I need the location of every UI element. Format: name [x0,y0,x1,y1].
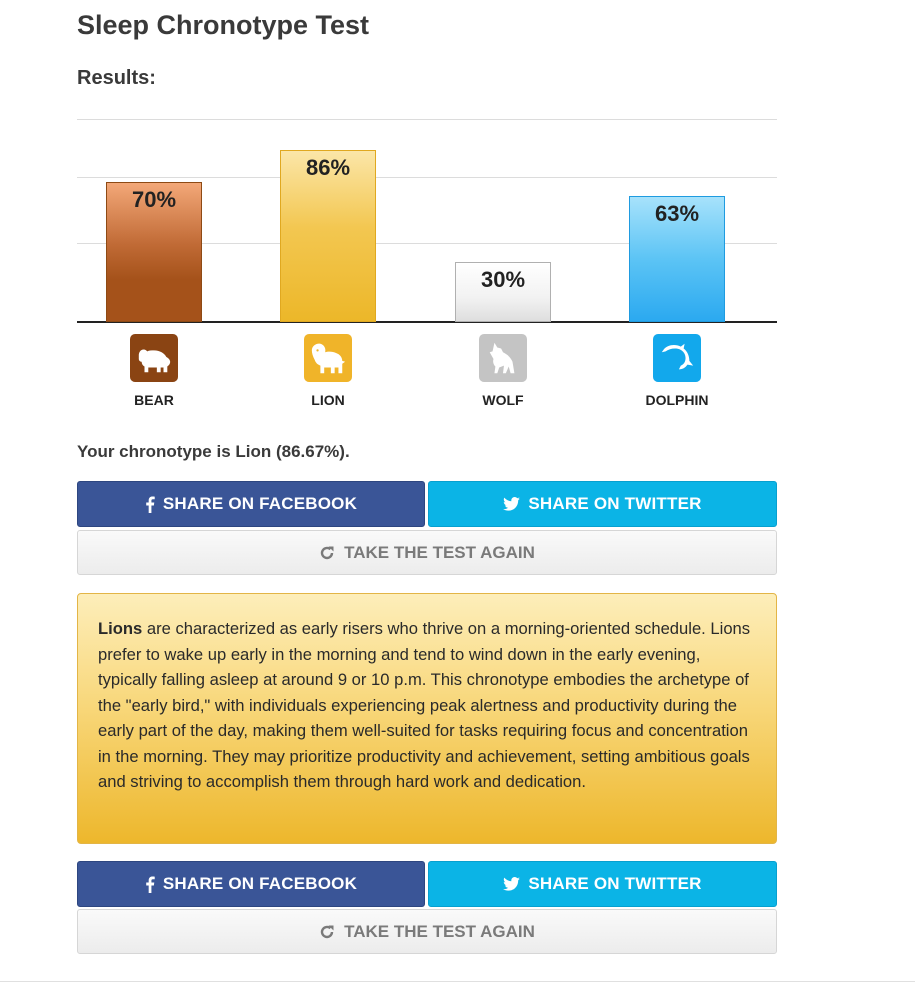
results-bar-chart [77,119,777,324]
take-test-again-button[interactable] [77,530,777,575]
share-twitter-label: SHARE ON TWITTER [528,874,702,893]
bar-value-label: 30% [480,267,526,292]
animal-lion [268,334,388,408]
results-label: Results: [77,67,156,89]
share-facebook-button[interactable] [77,481,425,527]
gridline [77,119,777,120]
page-title: Sleep Chronotype Test [77,10,370,40]
share-twitter-label: SHARE ON TWITTER [528,494,702,513]
share-buttons-bottom [77,861,777,907]
wolf-icon [484,341,522,375]
share-twitter-button[interactable] [428,481,777,527]
bear-tile [130,334,178,382]
take-test-again-label: TAKE THE TEST AGAIN [344,542,535,562]
wolf-tile [479,334,527,382]
dolphin-icon [658,341,696,375]
bar-bear [106,182,202,322]
bar-value-label: 70% [131,187,177,212]
description-lead: Lions [98,619,143,638]
animal-wolf [443,334,563,408]
bar-lion [280,150,376,322]
gridline [77,177,777,178]
twitter-icon [503,497,520,511]
chronotype-description [77,593,777,844]
chronotype-summary: Your chronotype is Lion (86.67%). [77,442,350,461]
animal-bear [94,334,214,408]
bar-value-label: 86% [305,155,351,180]
take-test-again-label: TAKE THE TEST AGAIN [344,921,535,941]
dolphin-tile [653,334,701,382]
refresh-icon [319,545,335,561]
take-test-again-button[interactable] [77,909,777,954]
bear-icon [135,341,173,375]
lion-icon [309,341,347,375]
animal-name: BEAR [134,392,174,408]
bar-value-label: 63% [654,201,700,226]
share-facebook-label: SHARE ON FACEBOOK [162,874,358,893]
share-buttons-top [77,481,777,527]
facebook-icon [145,876,155,893]
share-facebook-label: SHARE ON FACEBOOK [162,494,358,513]
bar-dolphin [629,196,725,322]
animal-name: WOLF [482,392,524,408]
description-body: are characterized as early risers who thrive on a morning-oriented schedule. Lions prefer to wake up early in the morning and tend to wind down in the early evening, typically falling asleep at around 9 or 10 p.m. This chronotype embodies the archetype of the "early bird," with individuals experiencing peak alertness and productivity during the early part of the day, making them well-suited for tasks requiring focus and concentration in the morning. They may prioritize productivity and achievement, setting ambitious goals and striving to accomplish them through hard work and dedication. [98,619,751,791]
footer-divider [0,981,915,982]
refresh-icon [319,924,335,940]
facebook-icon [145,496,155,513]
animal-name: DOLPHIN [645,392,709,408]
lion-tile [304,334,352,382]
share-facebook-button[interactable] [77,861,425,907]
animal-name: LION [311,392,345,408]
twitter-icon [503,877,520,891]
share-twitter-button[interactable] [428,861,777,907]
bar-wolf [455,262,551,322]
animal-dolphin [617,334,737,408]
